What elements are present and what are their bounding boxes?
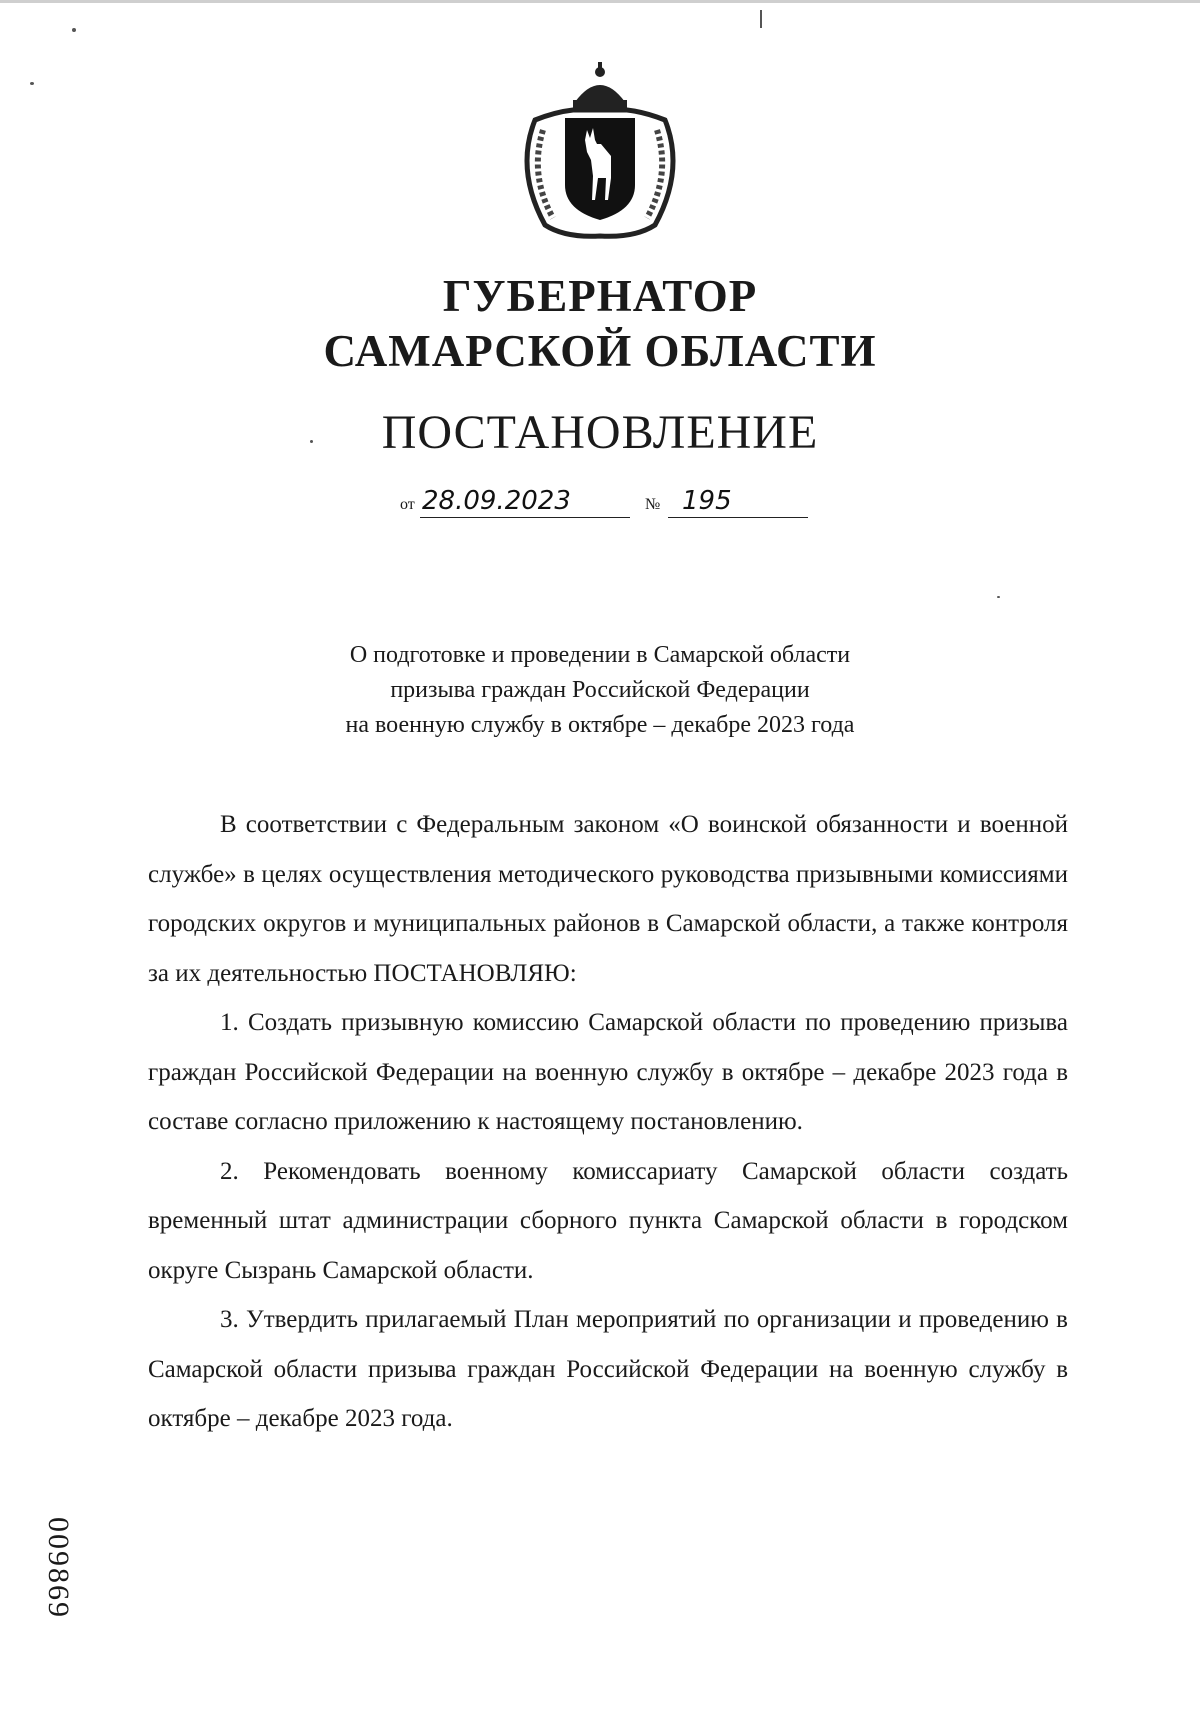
subject-line: на военную службу в октябре – декабре 2023 года [345,712,855,738]
handwritten-date: 28.09.2023 [422,486,571,516]
subject-line: призыва граждан Российской Федерации [390,677,810,703]
preamble-paragraph: В соответствии с Федеральным законом «О воинской обязанности и военной службе» в целях осуществления методического руководства призывными комиссиями городских округов и муниципальных районов в Самарской области, а также контроля за их деятельностью ПОСТАНОВЛЯЮ: [148,811,1068,987]
scan-top-edge [0,0,1200,3]
decree-item-1: 1. Создать призывную комиссию Самарской области по проведению призыва граждан Российской Федерации на военную службу в октябре – декабре 2023 года в составе согласно приложению к настоящему постановлению. [148,1009,1068,1135]
decree-item-3: 3. Утвердить прилагаемый План мероприятий по организации и проведению в Самарской области призыва граждан Российской Федерации на военную службу в октябре – декабре 2023 года. [148,1306,1068,1432]
document-type-heading: ПОСТАНОВЛЕНИЕ [381,406,819,459]
date-number-line [400,480,820,520]
document-body [148,800,1068,1444]
scan-speck [30,82,34,85]
authority-title-line1: ГУБЕРНАТОР [442,271,758,321]
decree-item-2: 2. Рекомендовать военному комиссариату Самарской области создать временный штат администрации сборного пункта Самарской области в городском округе Сызрань Самарской области. [148,1157,1068,1284]
scan-speck [72,28,76,32]
date-label: от [400,496,415,513]
scan-speck [760,10,762,28]
number-label: № [645,496,661,513]
scan-speck [997,596,1000,598]
subject-line: О подготовке и проведении в Самарской области [349,642,851,668]
document-subject [0,638,1200,743]
date-underline [420,517,630,518]
number-underline [668,517,808,518]
crown-icon [573,62,627,108]
registration-number: 009869 [42,1517,75,1619]
authority-title-line2: САМАРСКОЙ ОБЛАСТИ [323,326,877,376]
coat-of-arms-emblem [515,60,685,240]
handwritten-number: 195 [682,486,732,516]
